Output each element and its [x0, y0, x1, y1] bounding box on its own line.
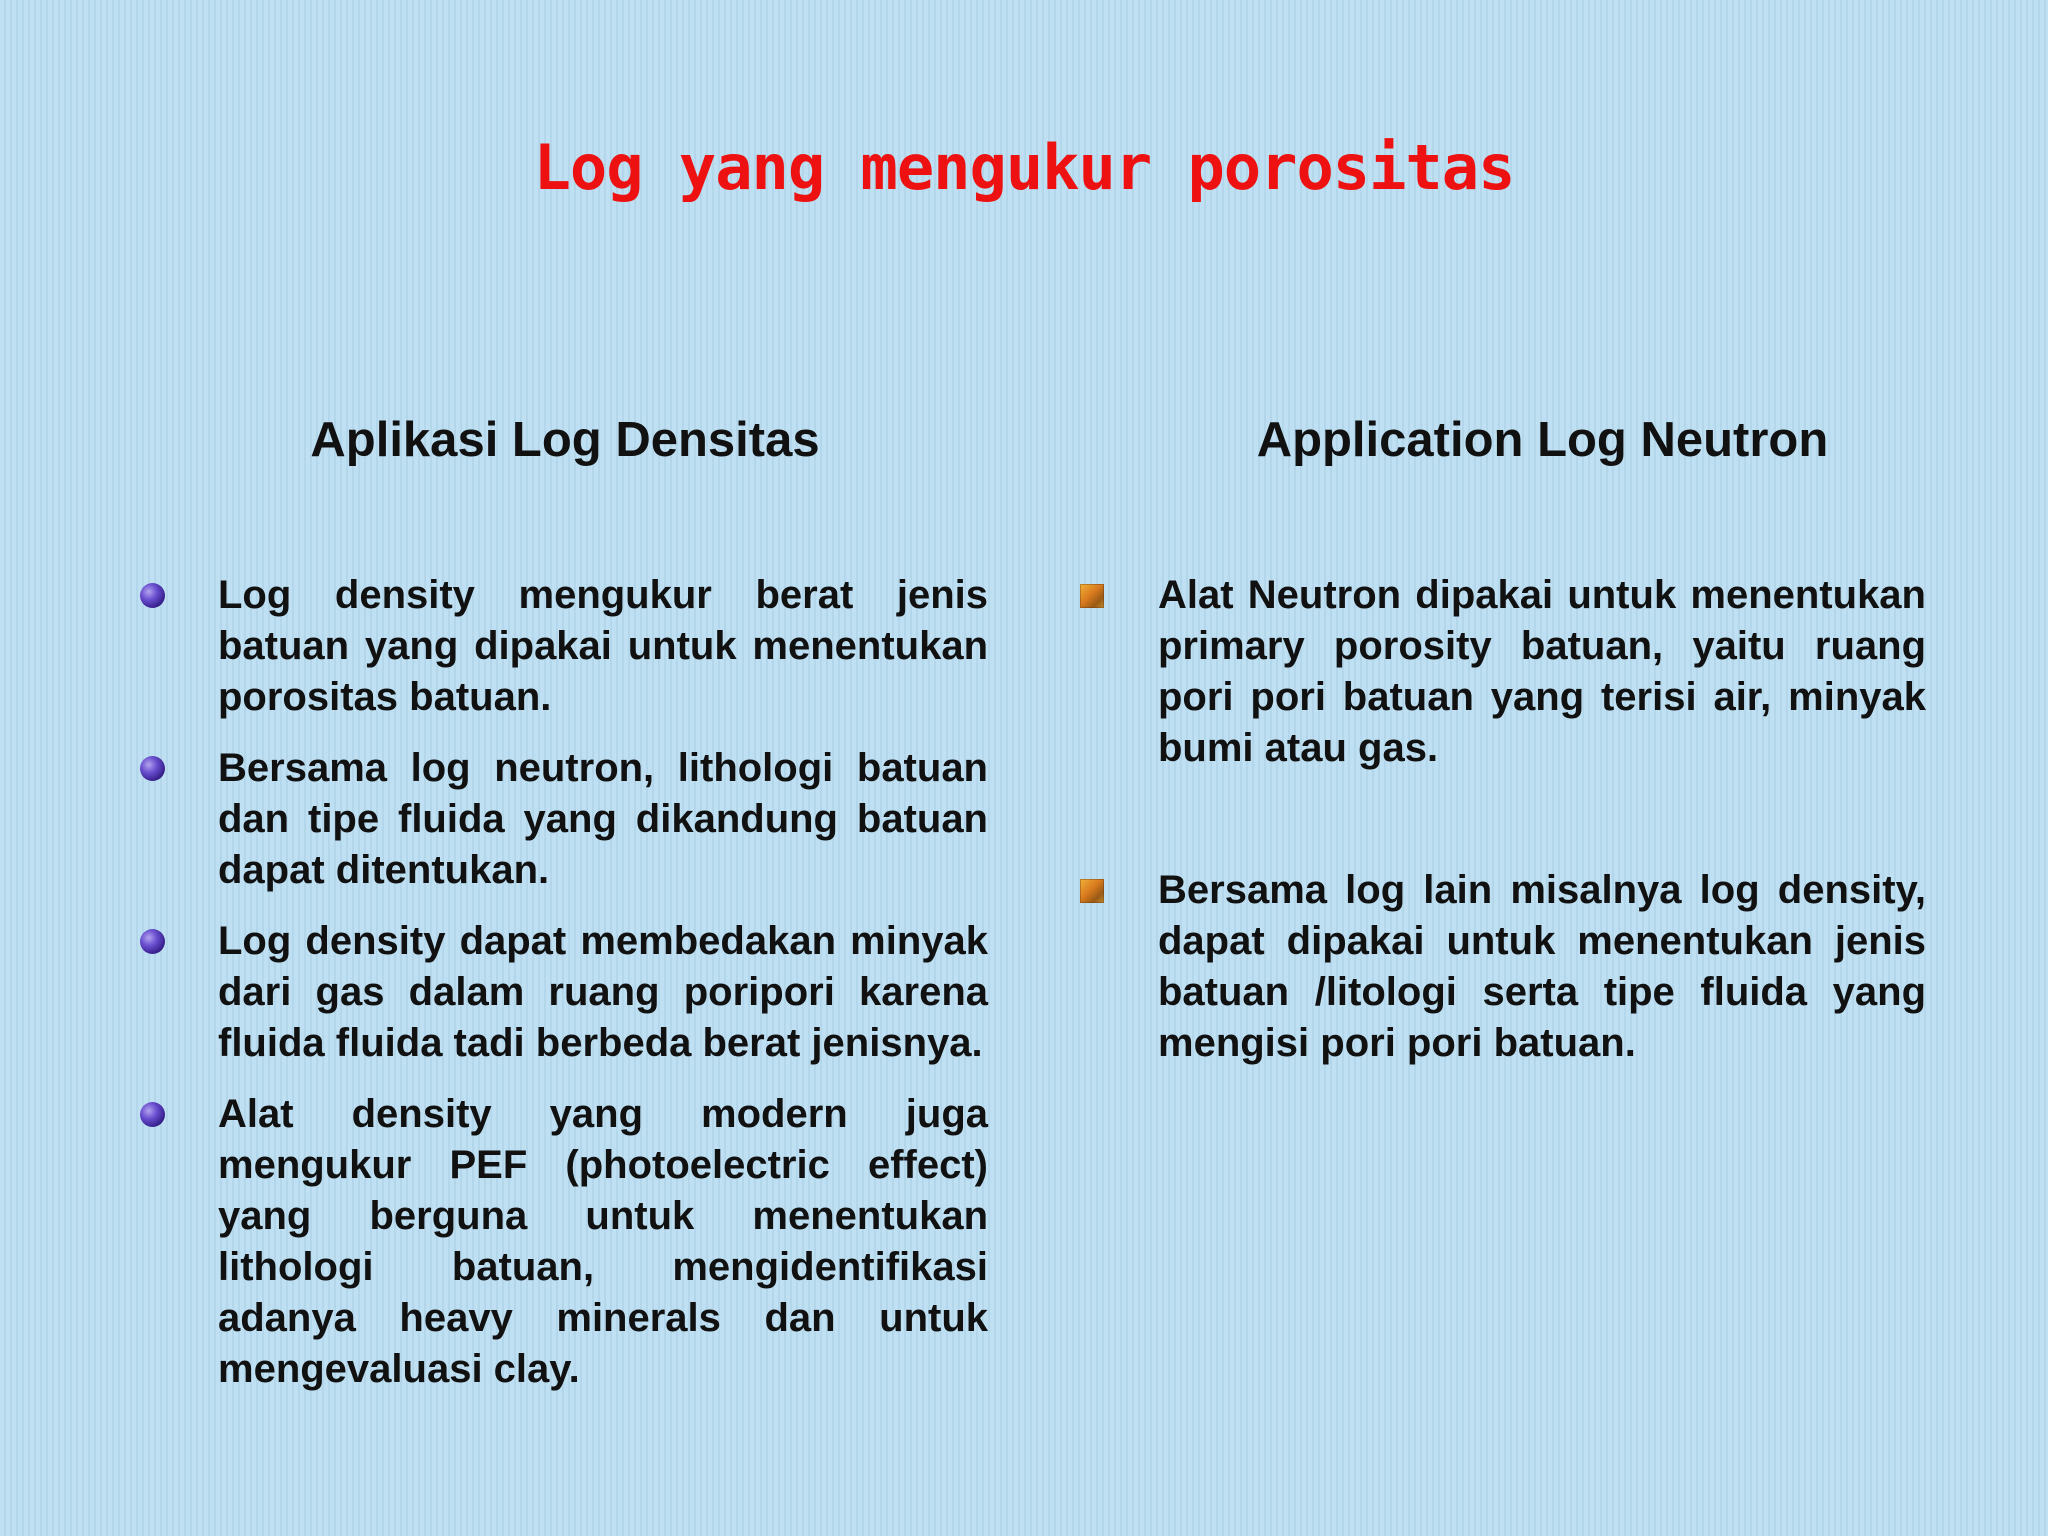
- purple-sphere-bullet-icon: [140, 1102, 165, 1127]
- right-column-heading: Application Log Neutron: [1256, 413, 1829, 467]
- purple-sphere-bullet-icon: [140, 756, 165, 781]
- orange-square-bullet-icon: [1080, 584, 1104, 608]
- neutron-bullet-list: [1080, 570, 1926, 1069]
- list-item-text: Bersama log lain misalnya log density, dapat dipakai untuk menentukan jenis batuan /litologi serta tipe fluida yang mengisi pori pori batuan.: [1158, 868, 1926, 1065]
- list-item-text: Log density dapat membedakan minyak dari gas dalam ruang poripori karena fluida fluida tadi berbeda berat jenisnya.: [218, 919, 988, 1065]
- list-item: [140, 916, 988, 1069]
- list-item: [140, 743, 988, 896]
- list-item-text: Log density mengukur berat jenis batuan yang dipakai untuk menentukan porositas batuan.: [218, 573, 988, 719]
- list-item-text: Bersama log neutron, lithologi batuan dan tipe fluida yang dikandung batuan dapat ditentukan.: [218, 746, 988, 892]
- purple-sphere-bullet-icon: [140, 583, 165, 608]
- list-item: [140, 1089, 988, 1395]
- list-item: [1080, 570, 1926, 774]
- list-item: [1080, 865, 1926, 1069]
- density-bullet-list: [140, 570, 988, 1415]
- orange-square-bullet-icon: [1080, 879, 1104, 903]
- slide-title: Log yang mengukur porositas: [533, 131, 1515, 204]
- list-item-text: Alat Neutron dipakai untuk menentukan primary porosity batuan, yaitu ruang pori pori batuan yang terisi air, minyak bumi atau gas.: [1158, 573, 1926, 770]
- list-item: [140, 570, 988, 723]
- purple-sphere-bullet-icon: [140, 929, 165, 954]
- list-item-text: Alat density yang modern juga mengukur PEF (photoelectric effect) yang berguna untuk menentukan lithologi batuan, mengidentifikasi adanya heavy minerals dan untuk mengevaluasi clay.: [218, 1092, 988, 1391]
- left-column-heading: Aplikasi Log Densitas: [310, 413, 820, 467]
